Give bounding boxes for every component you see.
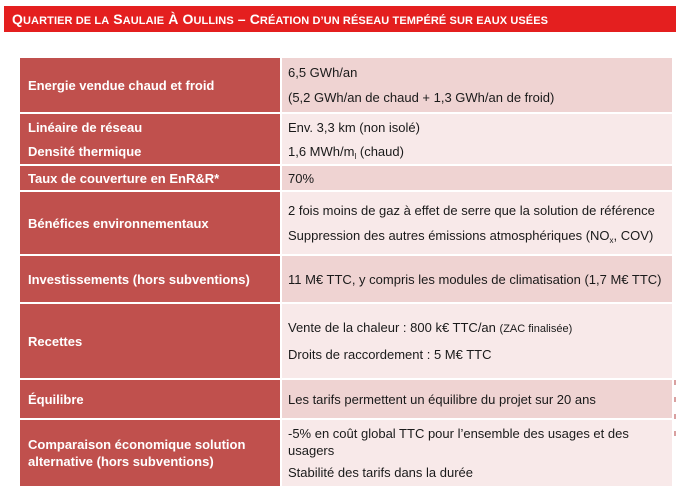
edge-mark — [674, 397, 676, 402]
value-line: Env. 3,3 km (non isolé) — [288, 119, 420, 135]
value-text: , COV) — [613, 228, 654, 243]
row-value — [281, 255, 673, 303]
value-line: 2 fois moins de gaz à effet de serre que la solution de référence — [288, 203, 655, 218]
label-line: Linéaire de réseau — [28, 119, 143, 135]
value-line — [288, 143, 666, 160]
value-note: (ZAC finalisée) — [499, 323, 573, 335]
value-line: -5% en coût global TTC pour l’ensemble des usages et des usagers — [288, 426, 629, 458]
unit-subscript: l — [354, 151, 357, 161]
unit-subscript: x — [609, 236, 614, 245]
row-value — [281, 419, 673, 487]
value-line: (5,2 GWh/an de chaud + 1,3 GWh/an de froid) — [288, 90, 555, 105]
table-row — [19, 303, 673, 379]
value-line: Stabilité des tarifs dans la durée — [288, 465, 473, 480]
value-line: Les tarifs permettent un équilibre du projet sur 20 ans — [288, 391, 596, 407]
value-line: Droits de raccordement : 5 M€ TTC — [288, 347, 492, 362]
value-text: Suppression des autres émissions atmosphériques (NO — [288, 228, 610, 243]
row-value — [281, 165, 673, 191]
title-part: Q — [12, 11, 23, 27]
value-text: (chaud) — [356, 143, 404, 159]
edge-mark — [674, 414, 676, 419]
title-part: S — [113, 11, 123, 27]
row-value — [281, 191, 673, 255]
value-text: 1,6 MWh/m — [288, 143, 355, 159]
table-row — [19, 57, 673, 113]
title-part: UARTIER DE LA — [23, 15, 110, 27]
title-part: AULAIE — [122, 15, 165, 27]
value-line — [288, 227, 666, 244]
slide-title-banner — [4, 6, 676, 32]
row-label: Bénéfices environnementaux — [19, 191, 281, 255]
table-row — [19, 255, 673, 303]
table-row — [19, 419, 673, 487]
title-part: ULLINS — [193, 15, 234, 27]
row-value — [281, 113, 673, 165]
row-label: Recettes — [19, 303, 281, 379]
project-summary-table — [18, 56, 674, 488]
value-text: Vente de la chaleur : 800 k€ TTC/an — [288, 320, 496, 335]
table-row — [19, 379, 673, 419]
edge-mark — [674, 380, 676, 385]
table-row — [19, 113, 673, 165]
table-row — [19, 165, 673, 191]
row-label — [19, 113, 281, 165]
value-line — [288, 319, 666, 338]
row-value — [281, 379, 673, 419]
label-line: Densité thermique — [28, 143, 142, 159]
row-value — [281, 303, 673, 379]
row-label: Investissements (hors subventions) — [19, 255, 281, 303]
title-part: ’UN RÉSEAU TEMPÉRÉ SUR EAUX USÉES — [320, 15, 549, 27]
title-part: O — [182, 11, 194, 27]
title-part: RÉATION D — [259, 15, 321, 27]
title-part: C — [249, 11, 260, 27]
value-line: 11 M€ TTC, y compris les modules de climatisation (1,7 M€ TTC) — [288, 271, 662, 287]
row-label: Taux de couverture en EnR&R* — [19, 165, 281, 191]
row-label: Energie vendue chaud et froid — [19, 57, 281, 113]
title-part: – — [237, 11, 246, 27]
row-value — [281, 57, 673, 113]
table-row — [19, 191, 673, 255]
value-line: 6,5 GWh/an — [288, 65, 358, 80]
row-label: Comparaison économique solution alternative (hors subventions) — [19, 419, 281, 487]
row-label: Équilibre — [19, 379, 281, 419]
value-line: 70% — [288, 170, 315, 186]
edge-mark — [674, 431, 676, 436]
slide-edge-marks — [674, 380, 678, 490]
title-part: À — [168, 11, 179, 27]
